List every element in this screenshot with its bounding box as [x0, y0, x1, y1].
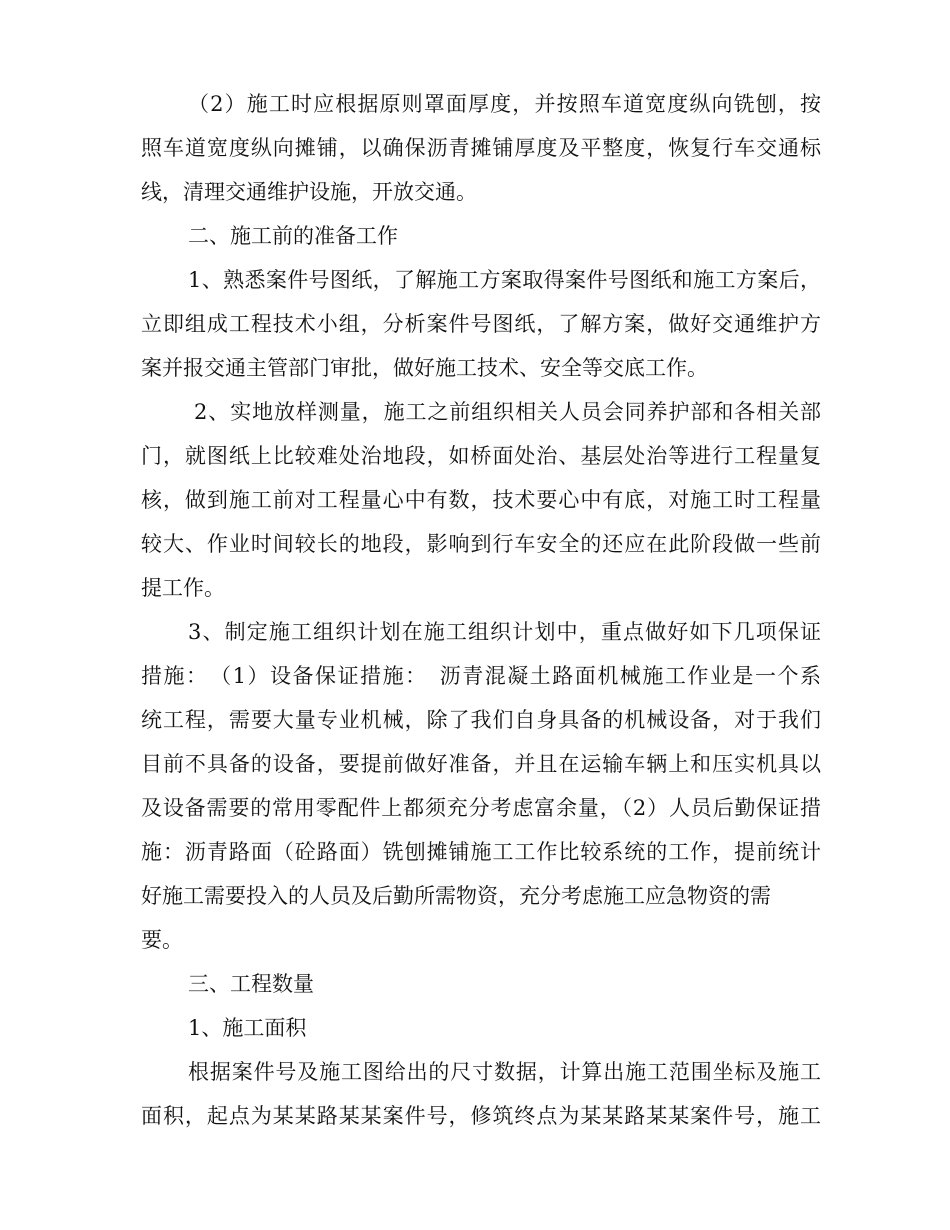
paragraph-4-line-2: 措施： （1）设备保证措施： 沥青混凝土路面机械施工作业是一个系: [141, 664, 821, 688]
paragraph-4-line-4: 目前不具备的设备，要提前做好准备，并且在运输车辆上和压实机具以: [141, 752, 821, 776]
paragraph-3-line-3: 核，做到施工前对工程量心中有数，技术要心中有底，对施工时工程量: [141, 488, 821, 512]
paragraph-4-line-5: 及设备需要的常用零配件上都须充分考虑富余量，（2）人员后勤保证措: [141, 796, 821, 820]
paragraph-2-line-3: 案并报交通主管部门审批，做好施工技术、安全等交底工作。: [141, 356, 708, 380]
paragraph-1-line-1: （2）施工时应根据原则罩面厚度，并按照车道宽度纵向铣刨，按: [188, 92, 821, 116]
paragraph-1-line-2: 照车道宽度纵向摊铺，以确保沥青摊铺厚度及平整度，恢复行车交通标: [141, 136, 821, 160]
paragraph-1-line-3: 线，清理交通维护设施，开放交通。: [141, 180, 477, 204]
paragraph-5-line-2: 面积，起点为某某路某某案件号，修筑终点为某某路某某案件号，施工: [141, 1104, 821, 1128]
paragraph-3-line-2: 门，就图纸上比较难处治地段，如桥面处治、基层处治等进行工程量复: [141, 444, 821, 468]
paragraph-2-line-1: 1、熟悉案件号图纸，了解施工方案取得案件号图纸和施工方案后，: [188, 268, 821, 292]
paragraph-3-line-1: 2、实地放样测量，施工之前组织相关人员会同养护部和各相关部: [194, 400, 821, 424]
paragraph-4-line-8: 要。: [141, 928, 183, 952]
paragraph-4-line-6: 施：沥青路面（砼路面）铣刨摊铺施工工作比较系统的工作，提前统计: [141, 840, 821, 864]
paragraph-4-line-3: 统工程，需要大量专业机械，除了我们自身具备的机械设备，对于我们: [141, 708, 821, 732]
section-heading-3: 三、工程数量: [188, 972, 314, 996]
subsection-heading-1: 1、施工面积: [188, 1016, 307, 1040]
section-heading-2: 二、施工前的准备工作: [188, 224, 398, 248]
paragraph-4-line-7: 好施工需要投入的人员及后勤所需物资，充分考虑施工应急物资的需: [141, 884, 771, 908]
paragraph-4-line-1: 3、制定施工组织计划在施工组织计划中，重点做好如下几项保证: [188, 620, 821, 644]
paragraph-3-line-4: 较大、作业时间较长的地段，影响到行车安全的还应在此阶段做一些前: [141, 532, 821, 556]
paragraph-5-line-1: 根据案件号及施工图给出的尺寸数据，计算出施工范围坐标及施工: [188, 1060, 821, 1084]
paragraph-2-line-2: 立即组成工程技术小组，分析案件号图纸，了解方案，做好交通维护方: [141, 312, 821, 336]
paragraph-3-line-5: 提工作。: [141, 576, 225, 600]
